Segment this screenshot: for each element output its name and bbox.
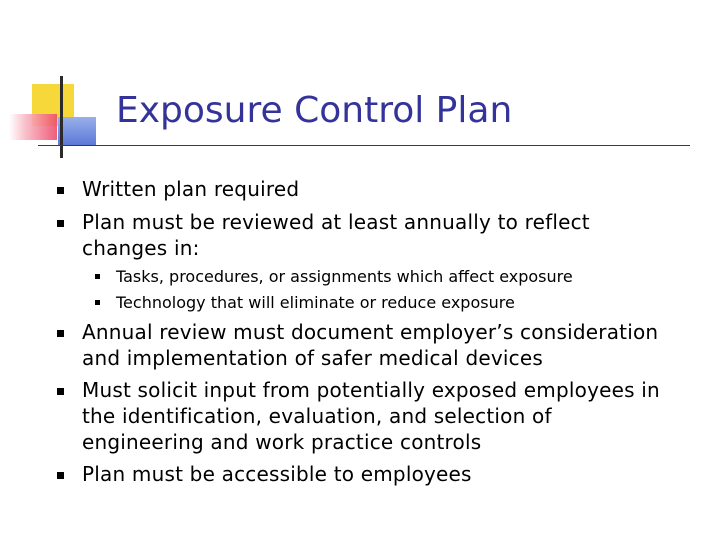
bullet-marker xyxy=(57,187,64,194)
slide-title: Exposure Control Plan xyxy=(116,90,513,131)
bullet-text: Plan must be reviewed at least annually to reflect changes in: xyxy=(82,210,590,260)
bullet-text: Plan must be accessible to employees xyxy=(82,462,472,486)
bullet-text: Written plan required xyxy=(82,177,300,201)
bullet-marker xyxy=(57,472,64,479)
bullet-text: Must solicit input from potentially exposed employees in the identification, evaluation, and selection of engineering and work practice controls xyxy=(82,378,660,454)
sub-bullet-text: Technology that will eliminate or reduce exposure xyxy=(116,293,515,312)
bullet-marker xyxy=(95,274,100,279)
bullet-marker xyxy=(57,388,64,395)
sub-bullet-text: Tasks, procedures, or assignments which affect exposure xyxy=(116,267,573,286)
bullet-marker xyxy=(57,220,64,227)
bullet-marker xyxy=(95,300,100,305)
bullet-text: Annual review must document employer’s consideration and implementation of safer medical devices xyxy=(82,320,659,370)
bullet-marker xyxy=(57,330,64,337)
